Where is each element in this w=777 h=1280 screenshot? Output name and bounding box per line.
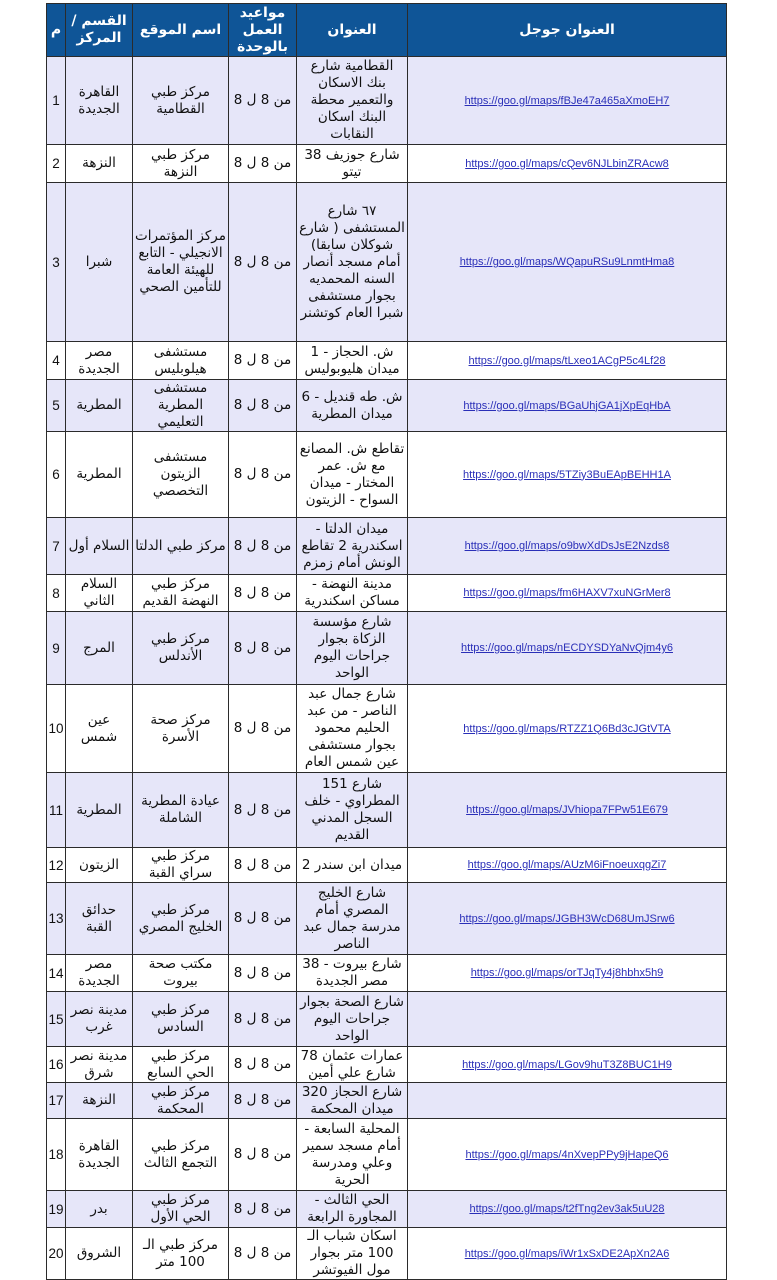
site-name-cell: عيادة المطرية الشاملة [133, 773, 229, 848]
working-hours-cell: من 8 ل 8 [229, 1083, 297, 1119]
table-row [47, 1047, 727, 1083]
site-name-cell: مستشفى الزيتون التخصصي [133, 432, 229, 518]
row-number: 17 [47, 1083, 66, 1119]
site-name-cell: مركز طبي القطامية [133, 57, 229, 145]
address-cell: شارع الحجاز 320 ميدان المحكمة [297, 1083, 408, 1119]
district-cell: المطرية [66, 773, 133, 848]
google-maps-cell [408, 773, 727, 848]
table-row [47, 183, 727, 342]
row-number: 8 [47, 575, 66, 612]
site-name-cell: مركز صحة الأسرة [133, 685, 229, 773]
table-row [47, 612, 727, 685]
google-maps-cell [408, 380, 727, 432]
google-maps-cell [408, 145, 727, 183]
address-cell: شارع جوزيف 38 تيتو [297, 145, 408, 183]
row-number: 4 [47, 342, 66, 380]
google-maps-link[interactable]: https://goo.gl/maps/o9bwXdDsJsE2Nzds8 [464, 540, 670, 552]
google-maps-link[interactable]: https://goo.gl/maps/orTJqTy4j8hbhx5h9 [470, 967, 664, 979]
district-cell: النزهة [66, 145, 133, 183]
working-hours-cell: من 8 ل 8 [229, 685, 297, 773]
site-name-cell: مركز طبي الأندلس [133, 612, 229, 685]
working-hours-cell: من 8 ل 8 [229, 183, 297, 342]
site-name-cell: مركز طبي النزهة [133, 145, 229, 183]
google-maps-cell [408, 612, 727, 685]
site-name-cell: مركز طبي التجمع الثالث [133, 1119, 229, 1191]
district-cell: القاهرة الجديدة [66, 1119, 133, 1191]
site-name-cell: مركز طبي النهضة القديم [133, 575, 229, 612]
row-number: 14 [47, 955, 66, 992]
working-hours-cell: من 8 ل 8 [229, 57, 297, 145]
row-number: 5 [47, 380, 66, 432]
site-name-cell: مركز طبي الحي السابع [133, 1047, 229, 1083]
address-cell: القطامية شارع بنك الاسكان والتعمير محطة البنك اسكان النقابات [297, 57, 408, 145]
header-address: العنوان [297, 4, 408, 57]
table-header-row [47, 4, 727, 57]
site-name-cell: مستشفى هيلوبليس [133, 342, 229, 380]
working-hours-cell: من 8 ل 8 [229, 848, 297, 883]
address-cell: شارع 151 المطراوي - خلف السجل المدني القديم [297, 773, 408, 848]
address-cell: مدينة النهضة - مساكن اسكندرية [297, 575, 408, 612]
google-maps-cell [408, 1083, 727, 1119]
working-hours-cell: من 8 ل 8 [229, 883, 297, 955]
working-hours-cell: من 8 ل 8 [229, 575, 297, 612]
google-maps-cell [408, 685, 727, 773]
row-number: 13 [47, 883, 66, 955]
google-maps-link[interactable]: https://goo.gl/maps/JGBH3WcD68UmJSrw6 [459, 912, 675, 925]
working-hours-cell: من 8 ل 8 [229, 432, 297, 518]
address-cell: شارع الخليج المصري أمام مدرسة جمال عبد الناصر [297, 883, 408, 955]
site-name-cell: مركز طبي الخليج المصري [133, 883, 229, 955]
site-name-cell: مركز طبي سراي القبة [133, 848, 229, 883]
row-number: 3 [47, 183, 66, 342]
row-number: 10 [47, 685, 66, 773]
address-cell: ش. الحجاز - 1 ميدان هليوبوليس [297, 342, 408, 380]
table-row [47, 342, 727, 380]
address-cell: شارع جمال عبد الناصر - من عبد الحليم محمود بجوار مستشفى عين شمس العام [297, 685, 408, 773]
google-maps-cell [408, 57, 727, 145]
row-number: 2 [47, 145, 66, 183]
site-name-cell: مركز طبي الدلتا [133, 518, 229, 575]
google-maps-link[interactable]: https://goo.gl/maps/tLxeo1ACgP5c4Lf28 [468, 354, 666, 367]
google-maps-cell [408, 575, 727, 612]
header-working-hours: مواعيد العمل بالوحدة [229, 4, 297, 57]
site-name-cell: مركز طبي الحي الأول [133, 1191, 229, 1228]
site-name-cell: مركز طبي الـ 100 متر [133, 1228, 229, 1280]
working-hours-cell: من 8 ل 8 [229, 145, 297, 183]
working-hours-cell: من 8 ل 8 [229, 380, 297, 432]
working-hours-cell: من 8 ل 8 [229, 1047, 297, 1083]
table-row [47, 883, 727, 955]
district-cell: بدر [66, 1191, 133, 1228]
working-hours-cell: من 8 ل 8 [229, 955, 297, 992]
google-maps-link[interactable]: https://goo.gl/maps/fBJe47a465aXmoEH7 [464, 94, 670, 107]
google-maps-link[interactable]: https://goo.gl/maps/LGov9huT3Z8BUC1H9 [462, 1058, 672, 1071]
google-maps-link[interactable]: https://goo.gl/maps/BGaUhjGA1jXpEqHbA [463, 399, 671, 412]
address-cell: تقاطع ش. المصانع مع ش. عمر المختار - ميدان السواح - الزيتون [297, 432, 408, 518]
address-cell: ش. طه قنديل - 6 ميدان المطرية [297, 380, 408, 432]
working-hours-cell: من 8 ل 8 [229, 342, 297, 380]
google-maps-cell [408, 1191, 727, 1228]
site-name-cell: مستشفى المطرية التعليمي [133, 380, 229, 432]
row-number: 15 [47, 992, 66, 1047]
google-maps-cell [408, 955, 727, 992]
table-row [47, 1083, 727, 1119]
google-maps-link[interactable]: https://goo.gl/maps/fm6HAXV7xuNGrMer8 [463, 587, 671, 599]
header-google-address: العنوان جوجل [408, 4, 727, 57]
district-cell: النزهة [66, 1083, 133, 1119]
site-name-cell: مركز طبي المحكمة [133, 1083, 229, 1119]
google-maps-cell [408, 518, 727, 575]
address-cell: ٦٧ شارع المستشفى ( شارع شوكلان سابقا) أمام مسجد أنصار السنه المحمديه بجوار مستشفى شبرا العام كوتشنر [297, 183, 408, 342]
address-cell: اسكان شباب الـ 100 متر بجوار مول الفيوتشر [297, 1228, 408, 1280]
site-name-cell: مركز طبي السادس [133, 992, 229, 1047]
site-name-cell: مركز المؤتمرات الانجيلي - التابع للهيئة العامة للتأمين الصحي [133, 183, 229, 342]
working-hours-cell: من 8 ل 8 [229, 992, 297, 1047]
working-hours-cell: من 8 ل 8 [229, 773, 297, 848]
google-maps-cell [408, 1119, 727, 1191]
health-centers-table [46, 3, 727, 1280]
table-row [47, 380, 727, 432]
working-hours-cell: من 8 ل 8 [229, 1228, 297, 1280]
working-hours-cell: من 8 ل 8 [229, 1119, 297, 1191]
table-row [47, 848, 727, 883]
address-cell: ميدان ابن سندر 2 [297, 848, 408, 883]
header-num: م [47, 4, 66, 57]
table-row [47, 1119, 727, 1191]
table-row [47, 1191, 727, 1228]
address-cell: شارع مؤسسة الزكاة بجوار جراحات اليوم الواحد [297, 612, 408, 685]
address-cell: المحلية السابعة - أمام مسجد سمير وعلي ومدرسة الحرية [297, 1119, 408, 1191]
google-maps-link[interactable]: https://goo.gl/maps/4nXvepPPy9jHapeQ6 [465, 1148, 669, 1161]
row-number: 16 [47, 1047, 66, 1083]
district-cell: الشروق [66, 1228, 133, 1280]
google-maps-link[interactable]: https://goo.gl/maps/JVhiopa7FPw51E679 [466, 804, 668, 816]
district-cell: مصر الجديدة [66, 955, 133, 992]
google-maps-link[interactable]: https://goo.gl/maps/t2fTng2ev3ak5uU28 [469, 1203, 665, 1215]
google-maps-cell [408, 1047, 727, 1083]
header-district: القسم / المركز [66, 4, 133, 57]
row-number: 7 [47, 518, 66, 575]
district-cell: السلام أول [66, 518, 133, 575]
address-cell: الحي الثالث - المجاورة الرابعة [297, 1191, 408, 1228]
district-cell: مدينة نصر غرب [66, 992, 133, 1047]
table-row [47, 773, 727, 848]
header-site-name: اسم الموقع [133, 4, 229, 57]
working-hours-cell: من 8 ل 8 [229, 612, 297, 685]
district-cell: حدائق القبة [66, 883, 133, 955]
address-cell: ميدان الدلتا - اسكندرية 2 تقاطع الونش أمام زمزم [297, 518, 408, 575]
site-name-cell: مكتب صحة بيروت [133, 955, 229, 992]
google-maps-cell [408, 342, 727, 380]
district-cell: السلام الثاني [66, 575, 133, 612]
district-cell: المرج [66, 612, 133, 685]
district-cell: الزيتون [66, 848, 133, 883]
table-row [47, 992, 727, 1047]
table-row [47, 145, 727, 183]
district-cell: شبرا [66, 183, 133, 342]
district-cell: المطرية [66, 432, 133, 518]
google-maps-cell [408, 432, 727, 518]
row-number: 9 [47, 612, 66, 685]
google-maps-link[interactable]: https://goo.gl/maps/cQev6NJLbinZRAcw8 [465, 157, 669, 170]
district-cell: القاهرة الجديدة [66, 57, 133, 145]
table-row [47, 955, 727, 992]
address-cell: شارع بيروت - 38 مصر الجديدة [297, 955, 408, 992]
district-cell: المطرية [66, 380, 133, 432]
row-number: 19 [47, 1191, 66, 1228]
google-maps-cell [408, 848, 727, 883]
row-number: 6 [47, 432, 66, 518]
working-hours-cell: من 8 ل 8 [229, 518, 297, 575]
google-maps-link[interactable]: https://goo.gl/maps/iWr1xSxDE2ApXn2A6 [464, 1247, 670, 1260]
district-cell: مصر الجديدة [66, 342, 133, 380]
district-cell: عين شمس [66, 685, 133, 773]
row-number: 12 [47, 848, 66, 883]
google-maps-cell [408, 883, 727, 955]
google-maps-link[interactable]: https://goo.gl/maps/AUzM6iFnoeuxqgZi7 [467, 859, 667, 871]
district-cell: مدينة نصر شرق [66, 1047, 133, 1083]
google-maps-cell [408, 1228, 727, 1280]
google-maps-cell [408, 992, 727, 1047]
working-hours-cell: من 8 ل 8 [229, 1191, 297, 1228]
google-maps-link[interactable]: https://goo.gl/maps/nECDYSDYaNvQjm4y6 [461, 642, 673, 654]
row-number: 20 [47, 1228, 66, 1280]
table-row [47, 57, 727, 145]
google-maps-link[interactable]: https://goo.gl/maps/WQapuRSu9LnmtHma8 [459, 256, 675, 268]
row-number: 11 [47, 773, 66, 848]
google-maps-link[interactable]: https://goo.gl/maps/5TZiy3BuEApBEHH1A [463, 468, 671, 481]
table-row [47, 575, 727, 612]
table-row [47, 685, 727, 773]
address-cell: شارع الصحة بجوار جراحات اليوم الواحد [297, 992, 408, 1047]
table-row [47, 1228, 727, 1280]
google-maps-link[interactable]: https://goo.gl/maps/RTZZ1Q6Bd3cJGtVTA [463, 722, 671, 735]
row-number: 1 [47, 57, 66, 145]
table-row [47, 518, 727, 575]
table-row [47, 432, 727, 518]
row-number: 18 [47, 1119, 66, 1191]
address-cell: عمارات عثمان 78 شارع علي أمين [297, 1047, 408, 1083]
google-maps-cell [408, 183, 727, 342]
